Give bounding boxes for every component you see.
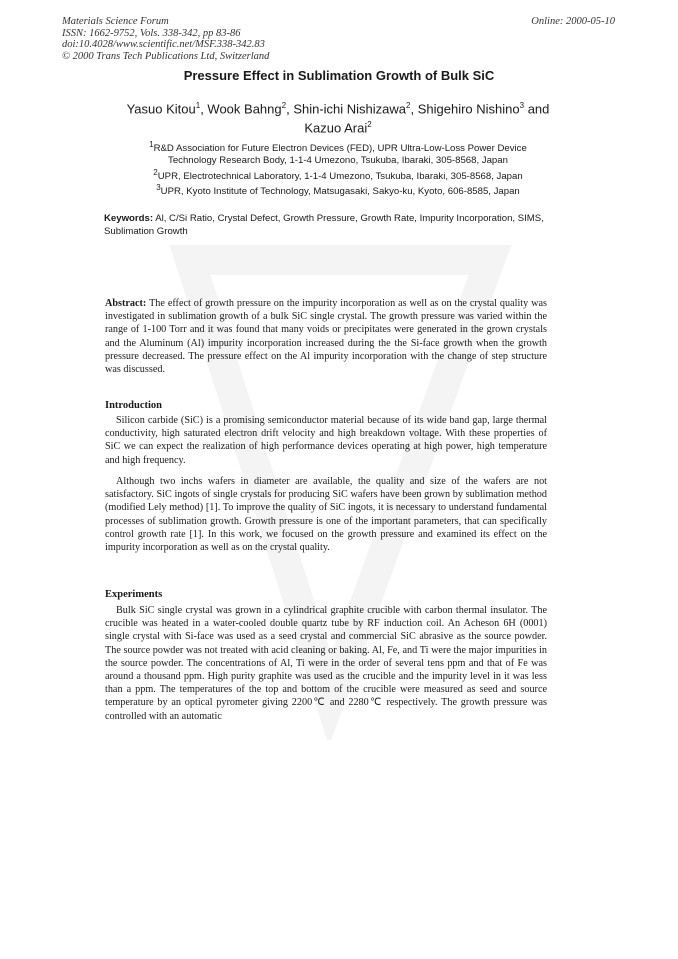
author-sep: and [524,101,550,117]
citation-header [62,16,269,62]
keywords-label: Keywords: [104,213,154,224]
author-sep: , [410,101,418,117]
affiliation-sup: 3 [156,183,161,192]
intro-paragraph-2: Although two inchs wafers in diameter are available, the quality and size of the wafers are not satisfactory. SiC ingots of single crystals for producing SiC wafers have been grown by sublimation method (modified Lely method) [1]. To improve the quality of SiC ingots, it is necessary to understand fundamental processes of sublimation growth. Growth pressure is one of the important parameters, that can specifically control growth rate [1]. In this work, we focused on the growth pressure and examined its effect on the impurity incorporation as well as on the crystal quality. [105,476,547,554]
author-name: Shigehiro Nishino [417,101,520,117]
affiliation-text: UPR, Kyoto Institute of Technology, Matsugasaki, Sakyo-ku, Kyoto, 606-8585, Japan [160,186,520,198]
author-sup: 2 [406,101,411,110]
abstract-block [105,297,547,376]
abstract-text: The effect of growth pressure on the impurity incorporation as well as on the crystal quality was investigated in sublimation growth of a bulk SiC single crystal. The growth pressure was varied within the range of 1-100 Torr and it was found that many voids or precipitates were generated in the grown crystals and the Aluminum (Al) impurity incorporation increased during the the Si-face growth when the growth pressure decreased. The pressure effect on the Al impurity incorporation with the change of step structure was discussed. [105,298,547,376]
author-line-1 [95,98,581,117]
affiliation-sup: 1 [149,140,154,149]
author-sup: 2 [281,101,287,110]
abstract-label: Abstract: [105,298,147,309]
affiliation-text: Technology Research Body, 1-1-4 Umezono, Tsukuba, Ibaraki, 305-8568, Japan [168,155,508,167]
online-date: Online: 2000-05-10 [531,16,615,27]
journal-name: Materials Science Forum [62,16,169,27]
author-line-2 [95,117,581,136]
author-sep: , [200,101,208,117]
affiliation-2 [95,167,581,183]
issn-line: ISSN: 1662-9752, Vols. 338-342, pp 83-86 [62,27,241,39]
affiliation-3 [95,182,581,198]
keywords-text: Al, C/Si Ratio, Crystal Defect, Growth Pressure, Growth Rate, Impurity Incorporation, SIMS, Sublimation Growth [104,213,544,237]
author-name: Yasuo Kitou [126,101,196,117]
author-name: Shin-ichi Nishizawa [293,101,407,117]
experiments-paragraph-1: Bulk SiC single crystal was grown in a cylindrical graphite crucible with carbon thermal insulator. The crucible was heated in a water-cooled double quartz tube by RF induction coil. An Acheson 6H (0001) single crystal with Si-face was used as a seed crystal and commercial SiC abrasive as the source powder. The source powder was not treated with acid cleaning or baking. Al, Fe, and Ti were the major impurities in the source powder. The concentrations of Al, Ti were in the order of several tens ppm and that of Fe was around a thousand ppm. High purity graphite was used as the crucible and the impurity level in it was less than a ppm. The temperatures of the top and bottom of the crucible were measured as seed and source temperature by an optical pyrometer giving 2200℃ and 2280℃ respectively. The growth pressure was controlled with an automatic [105,605,547,722]
keywords-block [104,213,547,238]
affiliation-text: R&D Association for Future Electron Devices (FED), UPR Ultra-Low-Loss Power Device [153,143,527,155]
author-sup: 1 [195,101,201,110]
author-sup: 2 [367,120,372,130]
copyright-line: © 2000 Trans Tech Publications Ltd, Switzerland [62,50,270,62]
author-sup: 3 [519,101,525,110]
author-name: Kazuo Arai [304,120,368,136]
doi-line[interactable]: doi:10.4028/www.scientific.net/MSF.338-342.83 [62,39,265,50]
intro-paragraph-1: Silicon carbide (SiC) is a promising semiconductor material because of its wide band gap, large thermal conductivity, high saturated electron drift velocity and high breakdown voltage. With these properties of SiC we can expect the realization of high performance devices operating at high power, high temperature and high frequency. [105,415,547,466]
author-list [95,98,581,137]
paper-title: Pressure Effect in Sublimation Growth of Bulk SiC [183,68,495,83]
author-sep: , [286,101,294,117]
affiliation-1 [95,139,581,167]
author-name: Wook Bahng [207,101,282,117]
affiliation-text: UPR, Electrotechnical Laboratory, 1-1-4 Umezono, Tsukuba, Ibaraki, 305-8568, Japan [157,171,523,183]
experiments-heading: Experiments [105,589,163,600]
affiliation-sup: 2 [153,168,158,177]
introduction-heading: Introduction [105,400,162,411]
